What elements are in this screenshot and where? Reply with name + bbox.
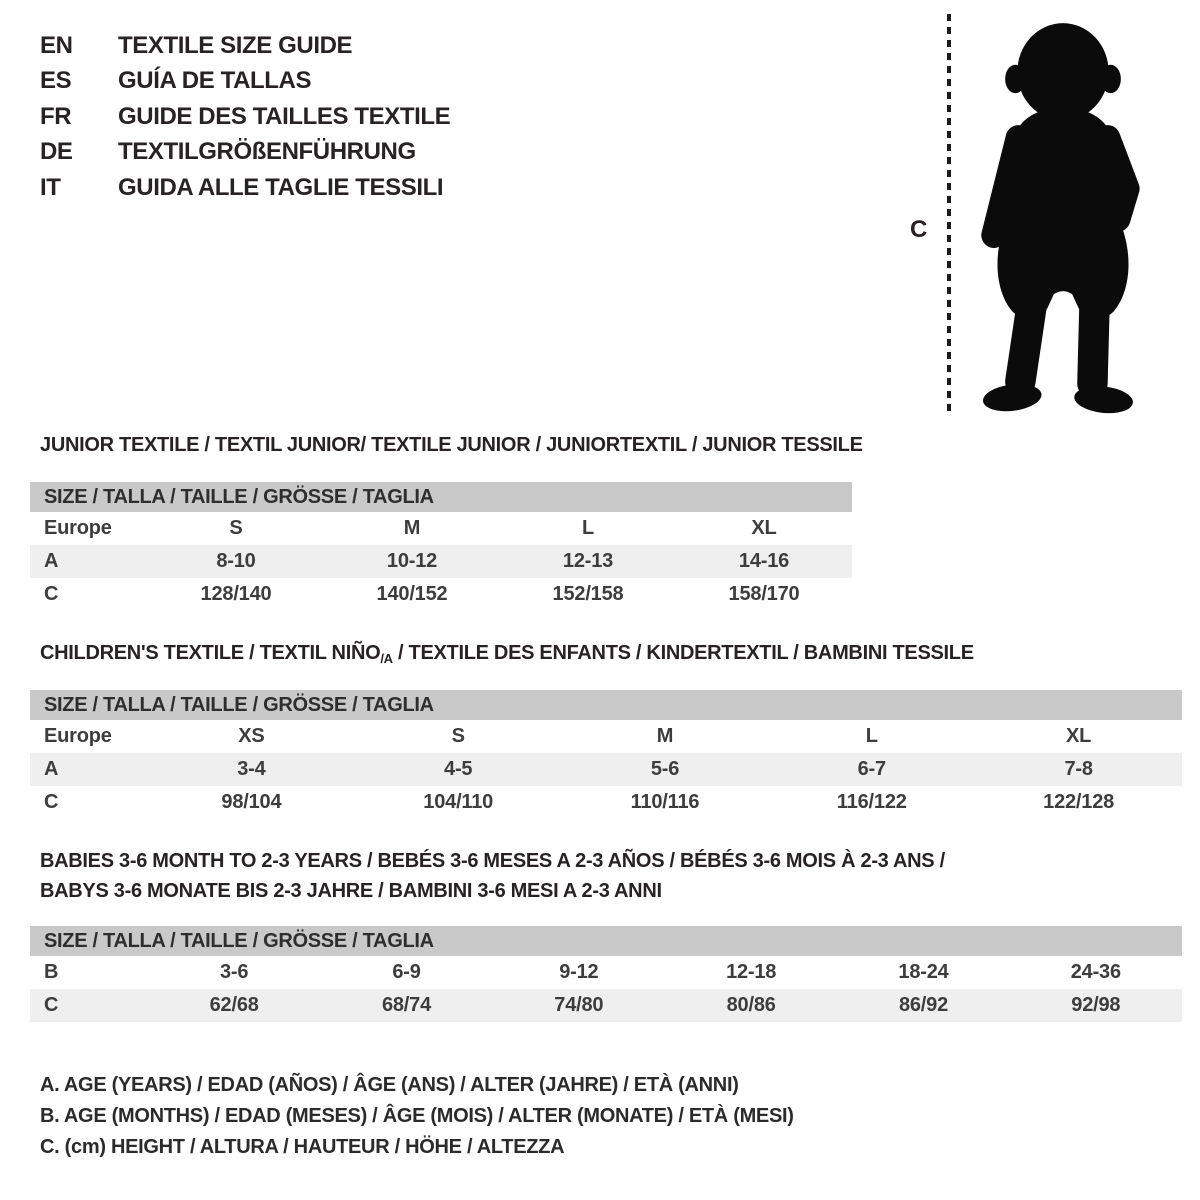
legend-line-b: B. AGE (MONTHS) / EDAD (MESES) / ÂGE (MOIS) / ALTER (MONATE) / ETÀ (MESI) bbox=[40, 1105, 794, 1127]
age-cell: 9-12 bbox=[559, 961, 599, 983]
language-code: ES bbox=[40, 67, 72, 95]
baby-silhouette bbox=[960, 14, 1166, 420]
row-label: Europe bbox=[44, 725, 112, 747]
height-cell: 104/110 bbox=[423, 791, 494, 813]
size-table-header: SIZE / TALLA / TAILLE / GRÖSSE / TAGLIA bbox=[30, 690, 1182, 720]
legend-line-c: C. (cm) HEIGHT / ALTURA / HAUTEUR / HÖHE / ALTEZZA bbox=[40, 1136, 565, 1158]
table-row bbox=[30, 578, 852, 611]
table-row bbox=[30, 512, 852, 545]
size-table-header: SIZE / TALLA / TAILLE / GRÖSSE / TAGLIA bbox=[30, 482, 852, 512]
height-cell: 98/104 bbox=[221, 791, 282, 813]
row-label: A bbox=[44, 758, 59, 780]
row-label: C bbox=[44, 994, 59, 1016]
age-cell: 4-5 bbox=[444, 758, 473, 780]
language-code: DE bbox=[40, 138, 73, 166]
height-cell: 122/128 bbox=[1043, 791, 1115, 813]
language-code: IT bbox=[40, 173, 61, 201]
table-row bbox=[30, 786, 1182, 819]
table-row bbox=[30, 720, 1182, 753]
language-title-list bbox=[40, 28, 450, 206]
size-cell: XS bbox=[238, 725, 265, 747]
age-cell: 18-24 bbox=[898, 961, 949, 983]
age-cell: 10-12 bbox=[386, 550, 438, 572]
height-cell: 140/152 bbox=[376, 583, 448, 605]
junior-section-title: JUNIOR TEXTILE / TEXTIL JUNIOR/ TEXTILE JUNIOR / JUNIORTEXTIL / JUNIOR TESSILE bbox=[40, 434, 863, 456]
language-code: EN bbox=[40, 31, 73, 59]
row-label: A bbox=[44, 550, 59, 572]
children-title-subscript: /A bbox=[380, 651, 393, 666]
height-cell: 92/98 bbox=[1071, 994, 1121, 1016]
junior-size-table bbox=[30, 482, 852, 611]
height-cell: 80/86 bbox=[726, 994, 776, 1016]
babies-size-table bbox=[30, 926, 1182, 1022]
size-cell: M bbox=[656, 725, 674, 747]
size-cell: S bbox=[229, 517, 243, 539]
language-row-en bbox=[40, 28, 450, 64]
legend-line-a: A. AGE (YEARS) / EDAD (AÑOS) / ÂGE (ANS) / ALTER (JAHRE) / ETÀ (ANNI) bbox=[40, 1074, 739, 1096]
size-cell: S bbox=[451, 725, 465, 747]
size-cell: M bbox=[403, 517, 421, 539]
height-cell: 74/80 bbox=[554, 994, 604, 1016]
children-title-main: CHILDREN'S TEXTILE / TEXTIL NIÑO bbox=[40, 642, 381, 664]
babies-title-line2: BABYS 3-6 MONATE BIS 2-3 JAHRE / BAMBINI 3-6 MESI A 2-3 ANNI bbox=[40, 880, 662, 902]
row-label: C bbox=[44, 791, 59, 813]
table-row bbox=[30, 753, 1182, 786]
height-cell: 128/140 bbox=[200, 583, 272, 605]
guide-title-it: GUIDA ALLE TAGLIE TESSILI bbox=[118, 173, 444, 201]
age-cell: 12-18 bbox=[726, 961, 777, 983]
table-row bbox=[30, 989, 1182, 1022]
children-title-rest: / TEXTILE DES ENFANTS / KINDERTEXTIL / BAMBINI TESSILE bbox=[392, 642, 974, 664]
babies-section-title bbox=[40, 846, 945, 906]
age-cell: 12-13 bbox=[562, 550, 614, 572]
language-row-fr bbox=[40, 99, 450, 135]
table-row bbox=[30, 545, 852, 578]
age-cell: 5-6 bbox=[650, 758, 680, 780]
language-row-es bbox=[40, 64, 450, 100]
age-cell: 14-16 bbox=[738, 550, 790, 572]
height-cell: 116/122 bbox=[836, 791, 907, 813]
guide-title-de: TEXTILGRÖßENFÜHRUNG bbox=[118, 138, 416, 166]
age-cell: 3-4 bbox=[237, 758, 266, 780]
height-cell: 110/116 bbox=[630, 791, 700, 813]
language-row-de bbox=[40, 135, 450, 171]
table-row bbox=[30, 956, 1182, 989]
language-code: FR bbox=[40, 102, 72, 130]
age-cell: 8-10 bbox=[216, 550, 256, 572]
guide-title-fr: GUIDE DES TAILLES TEXTILE bbox=[118, 102, 451, 130]
row-label: Europe bbox=[44, 517, 112, 539]
size-cell: L bbox=[865, 725, 878, 747]
language-row-it bbox=[40, 170, 450, 206]
guide-title-en: TEXTILE SIZE GUIDE bbox=[118, 31, 353, 59]
height-measure-label: C bbox=[910, 216, 928, 243]
legend bbox=[40, 1070, 794, 1163]
age-cell: 7-8 bbox=[1064, 758, 1093, 780]
age-cell: 6-9 bbox=[392, 961, 421, 983]
age-cell: 24-36 bbox=[1070, 961, 1121, 983]
height-cell: 86/92 bbox=[898, 994, 949, 1016]
height-measure-dashed-line bbox=[947, 14, 951, 416]
age-cell: 6-7 bbox=[857, 758, 886, 780]
row-label: C bbox=[44, 583, 59, 605]
height-cell: 152/158 bbox=[552, 583, 624, 605]
height-cell: 68/74 bbox=[381, 994, 432, 1016]
size-cell: XL bbox=[1066, 725, 1092, 747]
height-cell: 62/68 bbox=[209, 994, 259, 1016]
babies-title-line1: BABIES 3-6 MONTH TO 2-3 YEARS / BEBÉS 3-6 MESES A 2-3 AÑOS / BÉBÉS 3-6 MOIS À 2-3 ANS / bbox=[40, 850, 945, 872]
children-size-table bbox=[30, 690, 1182, 819]
height-cell: 158/170 bbox=[728, 583, 800, 605]
size-table-header: SIZE / TALLA / TAILLE / GRÖSSE / TAGLIA bbox=[30, 926, 1182, 956]
size-cell: XL bbox=[751, 517, 777, 539]
size-cell: L bbox=[581, 517, 595, 539]
children-section-title bbox=[40, 642, 974, 666]
age-cell: 3-6 bbox=[220, 961, 249, 983]
row-label: B bbox=[44, 961, 59, 983]
guide-title-es: GUÍA DE TALLAS bbox=[118, 67, 312, 95]
